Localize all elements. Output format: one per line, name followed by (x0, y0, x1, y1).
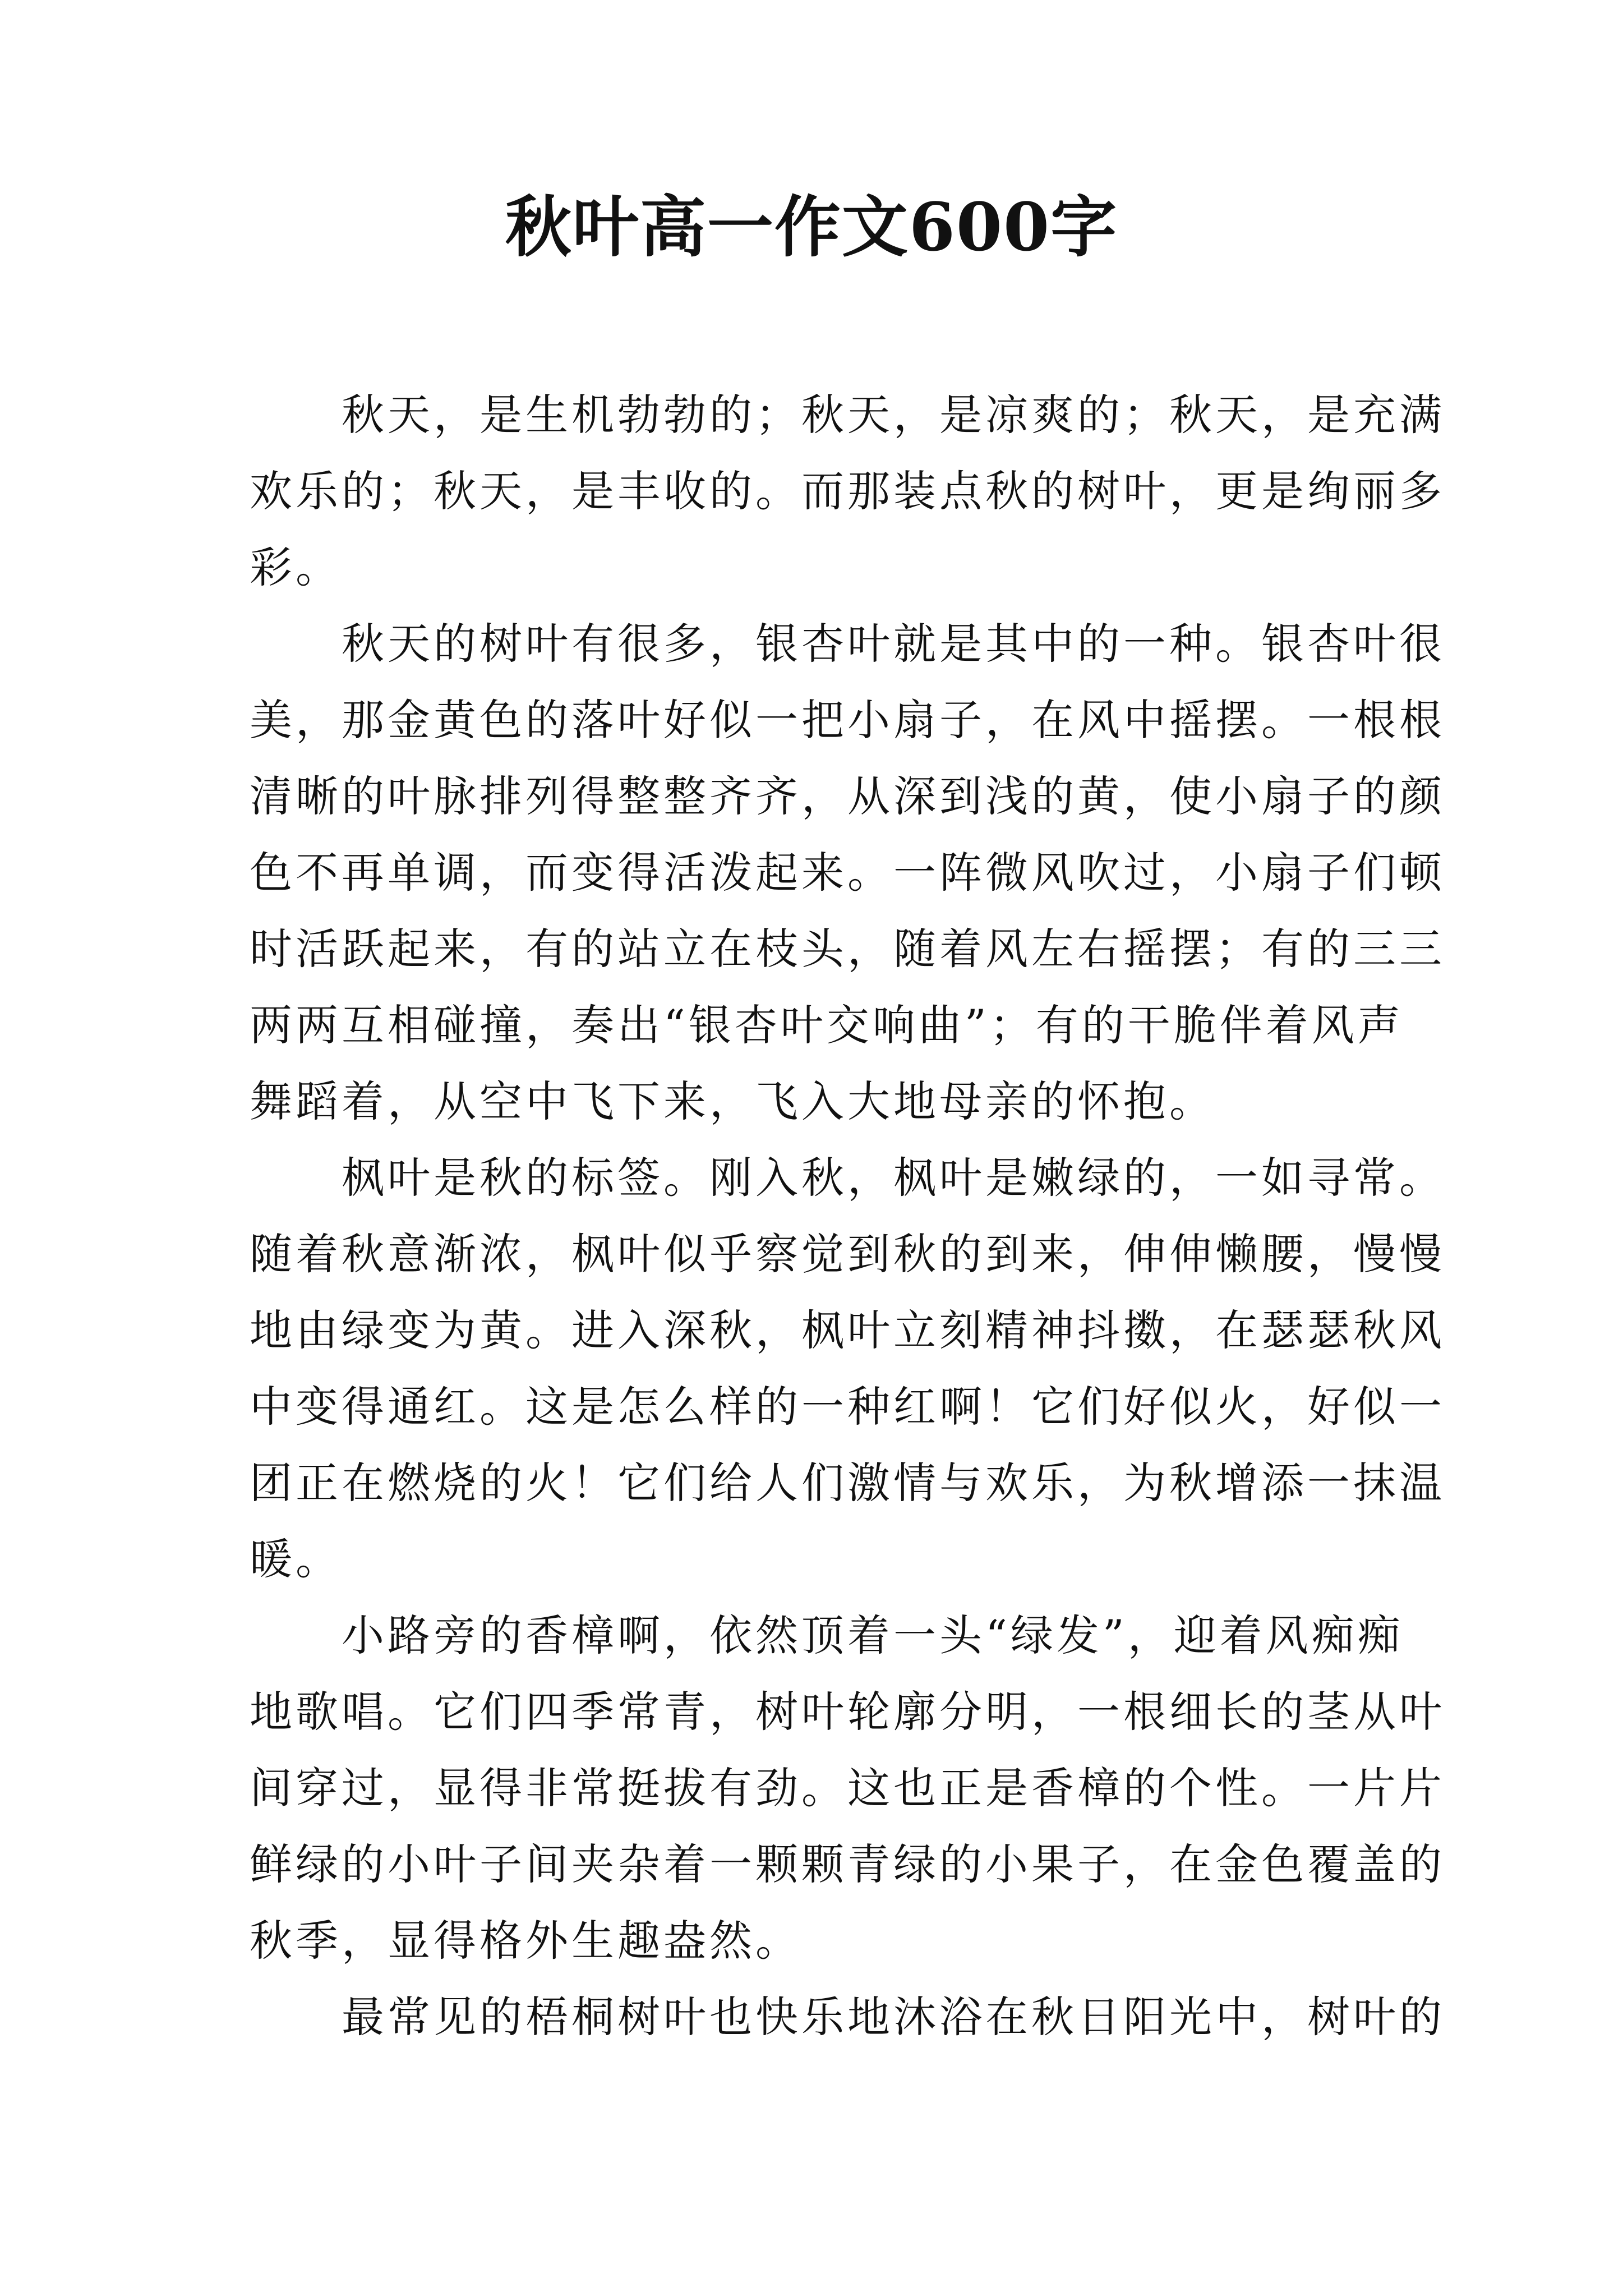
text-line: 地由绿变为黄。进入深秋，枫叶立刻精神抖擞，在瑟瑟秋风 (250, 1305, 1445, 1355)
text-line: 地歌唱。它们四季常青，树叶轮廓分明，一根细长的茎从叶 (250, 1687, 1445, 1737)
text-line: 暖。 (250, 1534, 342, 1584)
text-line: 间穿过，显得非常挺拔有劲。这也正是香樟的个性。一片片 (250, 1763, 1445, 1813)
text-line: 秋季，显得格外生趣盎然。 (250, 1916, 801, 1966)
text-line: 美，那金黄色的落叶好似一把小扇子，在风中摇摆。一根根 (250, 695, 1445, 745)
text-line: 随着秋意渐浓，枫叶似乎察觉到秋的到来，伸伸懒腰，慢慢 (250, 1229, 1445, 1279)
text-line: 清晰的叶脉排列得整整齐齐，从深到浅的黄，使小扇子的颜 (250, 771, 1445, 821)
essay-body (250, 377, 1445, 2055)
text-line: 色不再单调，而变得活泼起来。一阵微风吹过，小扇子们顿 (250, 848, 1445, 898)
text-line: 时活跃起来，有的站立在枝头，随着风左右摇摆；有的三三 (250, 924, 1445, 974)
text-line: 最常见的梧桐树叶也快乐地沐浴在秋日阳光中，树叶的 (250, 1992, 1445, 2042)
text-line: 中变得通红。这是怎么样的一种红啊！它们好似火，好似一 (250, 1382, 1445, 1432)
text-line: 团正在燃烧的火！它们给人们激情与欢乐，为秋增添一抹温 (250, 1458, 1445, 1508)
text-line: 鲜绿的小叶子间夹杂着一颗颗青绿的小果子，在金色覆盖的 (250, 1839, 1445, 1889)
text-line: 小路旁的香樟啊，依然顶着一头“绿发”，迎着风痴痴 (250, 1611, 1404, 1660)
document-title: 秋叶高一作文600字 (505, 188, 1118, 266)
text-line: 欢乐的；秋天，是丰收的。而那装点秋的树叶，更是绚丽多 (250, 466, 1445, 516)
text-line: 舞蹈着，从空中飞下来，飞入大地母亲的怀抱。 (250, 1076, 1215, 1126)
text-line: 秋天的树叶有很多，银杏叶就是其中的一种。银杏叶很 (250, 619, 1445, 669)
text-line: 秋天，是生机勃勃的；秋天，是凉爽的；秋天，是充满 (250, 390, 1445, 440)
text-line: 枫叶是秋的标签。刚入秋，枫叶是嫩绿的，一如寻常。 (250, 1153, 1445, 1203)
text-line: 两两互相碰撞，奏出“银杏叶交响曲”；有的干脆伴着风声 (250, 1000, 1404, 1050)
text-line: 彩。 (250, 542, 342, 592)
